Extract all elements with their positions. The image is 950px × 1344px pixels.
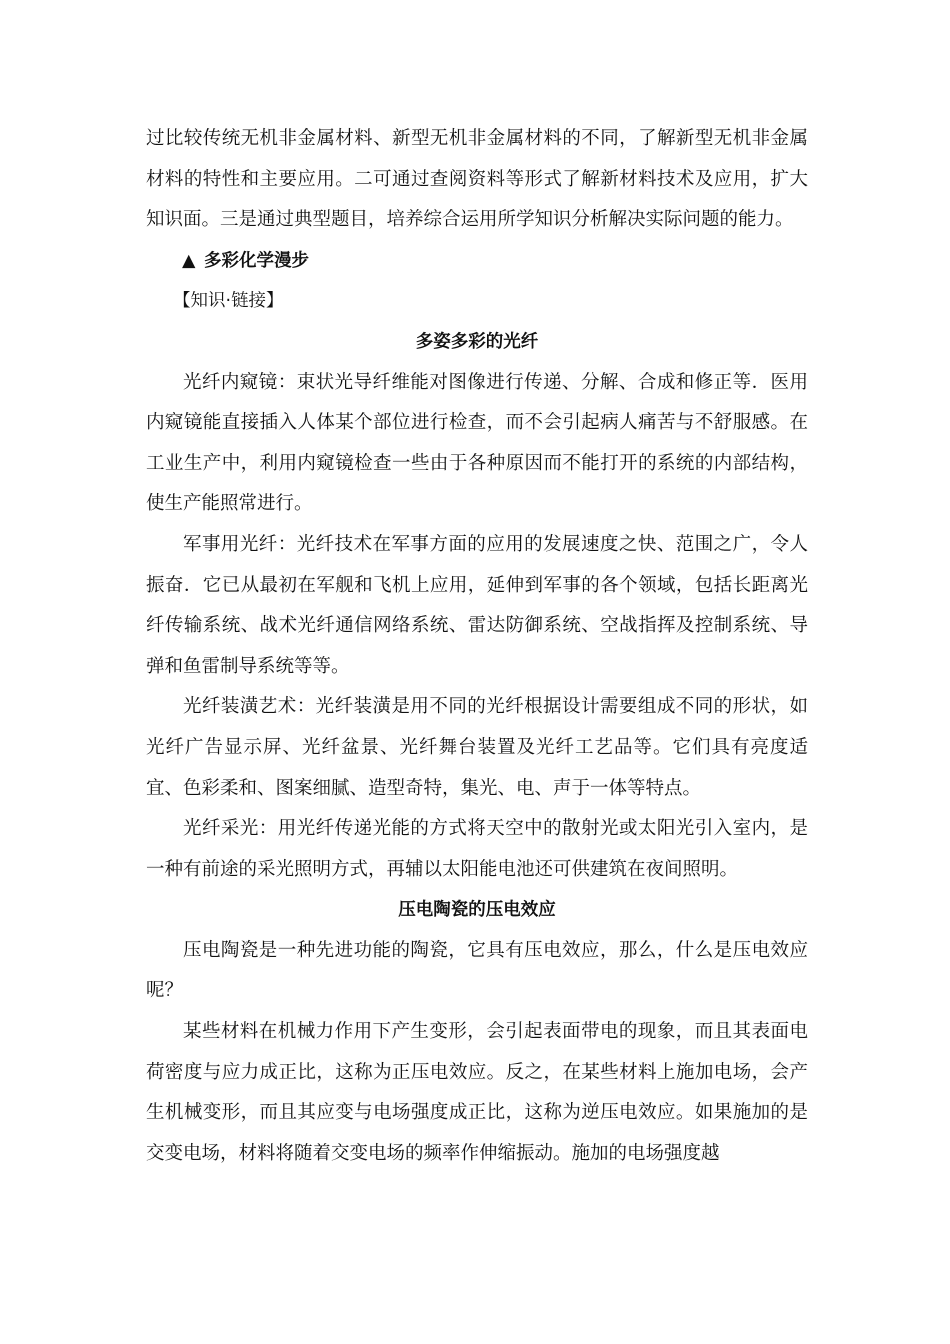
paragraph-piezo-effect: 某些材料在机械力作用下产生变形，会引起表面带电的现象，而且其表面电荷密度与应力成正比，这称为正压电效应。反之，在某些材料上施加电场，会产生机械变形，而且其应变与电场强度成正比，这称为逆压电效应。如果施加的是交变电场，材料将随着交变电场的频率作伸缩振动。施加的电场强度越	[146, 1021, 808, 1164]
section-title: 多彩化学漫步	[204, 250, 309, 271]
section-heading	[146, 241, 808, 282]
triangle-icon: ▲	[182, 250, 196, 271]
paragraph-fiber-decoration: 光纤装潢艺术：光纤装潢是用不同的光纤根据设计需要组成不同的形状，如光纤广告显示屏、光纤盆景、光纤舞台装置及光纤工艺品等。它们具有亮度适宜、色彩柔和、图案细腻、造型奇特，集光、电、声于一体等特点。	[146, 696, 808, 799]
paragraph-fiber-lighting: 光纤采光：用光纤传递光能的方式将天空中的散射光或太阳光引入室内，是一种有前途的采光照明方式，再辅以太阳能电池还可供建筑在夜间照明。	[146, 818, 808, 880]
paragraph-piezo-intro: 压电陶瓷是一种先进功能的陶瓷，它具有压电效应，那么，什么是压电效应呢？	[146, 939, 808, 1002]
paragraph-military-fiber: 军事用光纤：光纤技术在军事方面的应用的发展速度之快、范围之广，令人振奋．它已从最初在军舰和飞机上应用，延伸到军事的各个领域，包括长距离光纤传输系统、战术光纤通信网络系统、雷达防御系统、空战指挥及控制系统、导弹和鱼雷制导系统等等。	[146, 533, 808, 677]
article-title-piezoelectric: 压电陶瓷的压电效应	[398, 900, 556, 921]
article-title-optical-fiber: 多姿多彩的光纤	[415, 331, 539, 352]
knowledge-link-label: 【知识·链接】	[173, 291, 284, 312]
document-body	[146, 119, 808, 1174]
paragraph-fiber-endoscope: 光纤内窥镜：束状光导纤维能对图像进行传递、分解、合成和修正等．医用内窥镜能直接插入人体某个部位进行检查，而不会引起病人痛苦与不舒服感。在工业生产中，利用内窥镜检查一些由于各种原因而不能打开的系统的内部结构，使生产能照常进行。	[146, 371, 808, 515]
intro-paragraph: 过比较传统无机非金属材料、新型无机非金属材料的不同，了解新型无机非金属材料的特性和主要应用。二可通过查阅资料等形式了解新材料技术及应用，扩大知识面。三是通过典型题目，培养综合运用所学知识分析解决实际问题的能力。	[146, 128, 808, 231]
